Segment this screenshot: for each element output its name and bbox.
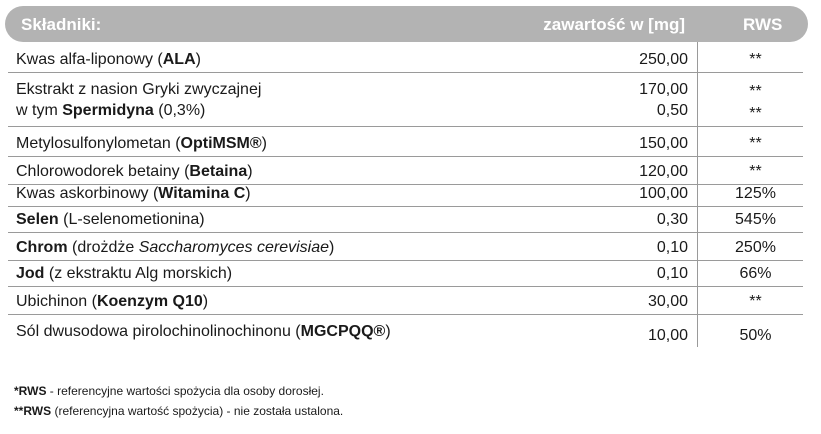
ingredient-amount: 30,00 xyxy=(647,293,688,310)
ingredient-rws: ** xyxy=(749,83,762,100)
ingredient-amount: 150,00 xyxy=(639,135,688,152)
ingredient-amount: 170,00 xyxy=(639,81,688,98)
table-row-chrom xyxy=(8,232,803,261)
ingredient-rws: 50% xyxy=(739,327,772,344)
ingredient-rws: 545% xyxy=(735,211,776,228)
header-ingredients: Składniki: xyxy=(21,15,102,34)
ingredient-rws: 66% xyxy=(739,265,772,282)
ingredient-amount: 0,30 xyxy=(656,211,688,228)
table-row-witamina-c xyxy=(8,178,803,207)
ingredient-name: Jod (z ekstraktu Alg morskich) xyxy=(16,265,233,282)
table-row-msm xyxy=(8,128,803,157)
header-rws: RWS xyxy=(743,15,783,34)
ingredient-name: Chrom (drożdże Saccharomyces cerevisiae) xyxy=(16,239,335,256)
ingredient-amount: 10,00 xyxy=(647,327,688,344)
ingredient-amount: 0,10 xyxy=(656,265,688,282)
ingredient-rws: 250% xyxy=(735,239,776,256)
sub-ingredient-amount: 0,50 xyxy=(656,102,688,119)
table-header xyxy=(5,6,808,42)
table-row-gryka xyxy=(8,74,803,127)
header-amount: zawartość w [mg] xyxy=(543,15,685,34)
ingredient-name: Ekstrakt z nasion Gryki zwyczajnej xyxy=(16,81,262,98)
footnote-rws: *RWS - referencyjne wartości spożycia dla osoby dorosłej. xyxy=(14,384,324,398)
ingredient-name: Selen (L-selenometionina) xyxy=(16,211,205,228)
ingredient-amount: 120,00 xyxy=(639,163,688,180)
sub-ingredient-rws: ** xyxy=(749,105,762,122)
ingredient-name: Kwas alfa-liponowy (ALA) xyxy=(16,51,201,68)
ingredient-rws: ** xyxy=(749,293,762,310)
table-row-ala xyxy=(8,44,803,73)
table-row-selen xyxy=(8,204,803,233)
table-row-pqq xyxy=(8,316,803,348)
ingredient-name: Chlorowodorek betainy (Betaina) xyxy=(16,163,253,180)
ingredient-rws: ** xyxy=(749,135,762,152)
ingredient-rws: ** xyxy=(749,51,762,68)
table-row-q10 xyxy=(8,286,803,315)
footnote-rws-not-set: **RWS (referencyjna wartość spożycia) - nie została ustalona. xyxy=(14,404,344,418)
sub-ingredient-name: w tym Spermidyna (0,3%) xyxy=(16,102,206,119)
ingredient-rws: 125% xyxy=(735,185,776,202)
ingredient-rws: ** xyxy=(749,163,762,180)
ingredient-name: Metylosulfonylometan (OptiMSM®) xyxy=(16,135,267,152)
ingredient-amount: 0,10 xyxy=(656,239,688,256)
ingredient-name: Kwas askorbinowy (Witamina C) xyxy=(16,185,251,202)
ingredient-amount: 250,00 xyxy=(639,51,688,68)
ingredient-name: Sól dwusodowa pirolochinolinochinonu (MGCPQQ®) xyxy=(16,323,391,340)
table-row-jod xyxy=(8,258,803,287)
ingredient-name: Ubichinon (Koenzym Q10) xyxy=(16,293,209,310)
ingredient-amount: 100,00 xyxy=(639,185,688,202)
